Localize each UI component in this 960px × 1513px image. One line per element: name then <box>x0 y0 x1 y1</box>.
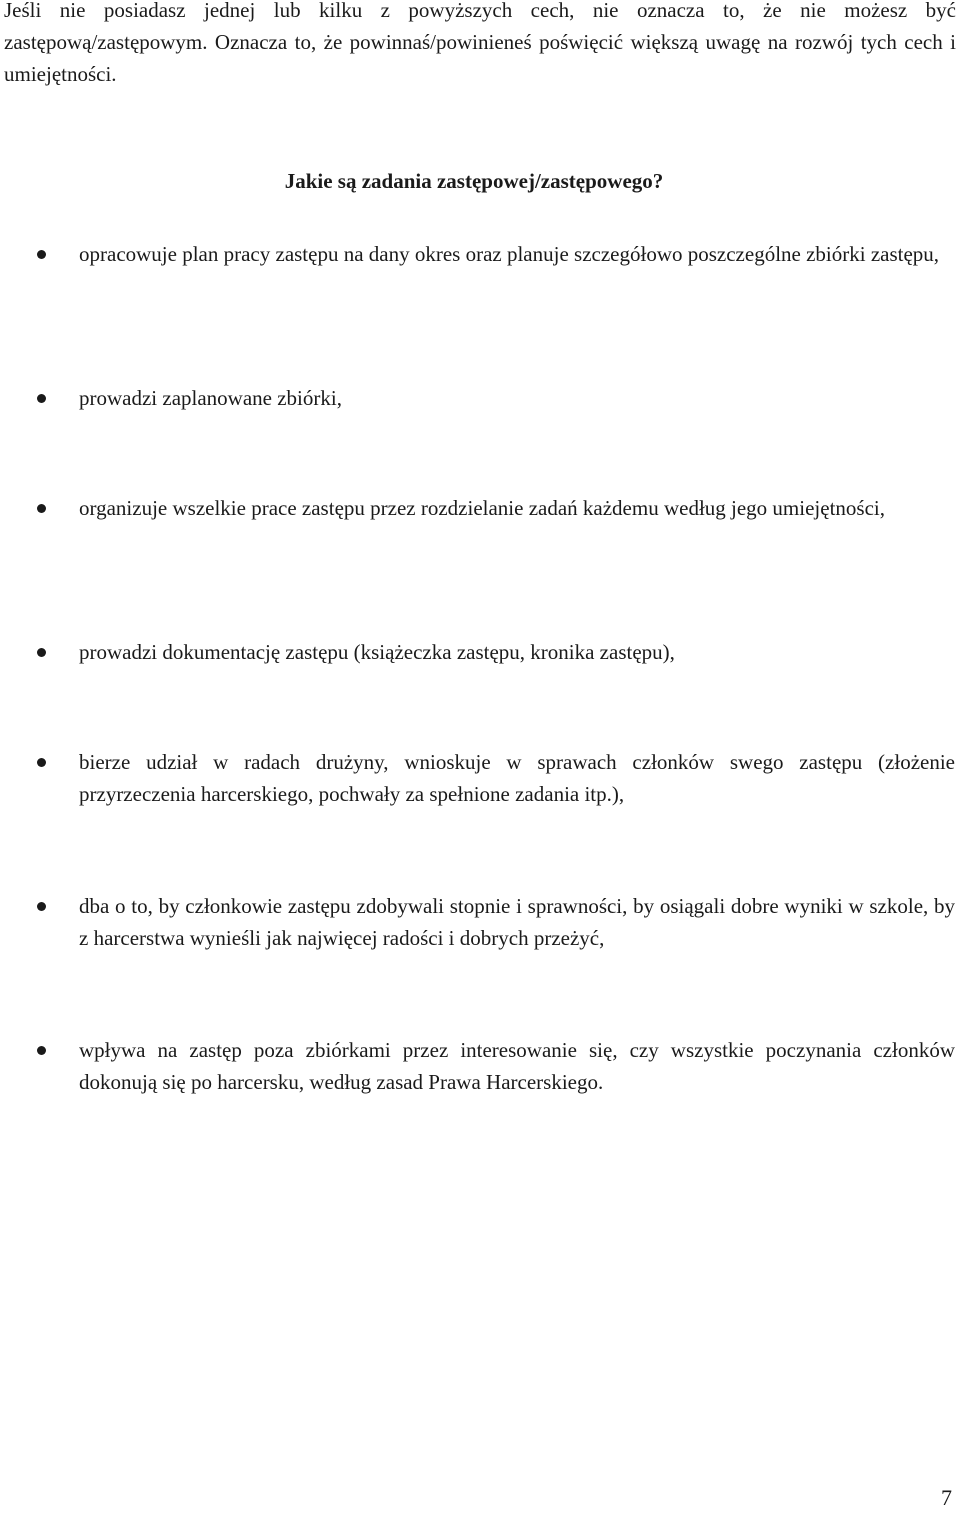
bullet-icon <box>37 504 46 513</box>
task-text: wpływa na zastęp poza zbiórkami przez interesowanie się, czy wszystkie poczynania członków dokonują się po harcersku, według zasad Prawa Harcerskiego. <box>79 1038 955 1094</box>
task-item <box>79 492 955 524</box>
task-item <box>79 636 955 668</box>
task-text: prowadzi zaplanowane zbiórki, <box>79 386 342 410</box>
task-text: dba o to, by członkowie zastępu zdobywali stopnie i sprawności, by osiągali dobre wyniki w szkole, by z harcerstwa wynieśli jak najwięcej radości i dobrych przeżyć, <box>79 894 955 950</box>
intro-paragraph: Jeśli nie posiadasz jednej lub kilku z powyższych cech, nie oznacza to, że nie możesz być zastępową/zastępowym. Oznacza to, że powinnaś/powinieneś poświęcić większą uwagę na rozwój tych cech i umiejętności. <box>4 0 956 86</box>
page-number: 7 <box>941 1485 952 1510</box>
bullet-icon <box>37 250 46 259</box>
bullet-icon <box>37 1046 46 1055</box>
task-text: opracowuje plan pracy zastępu na dany okres oraz planuje szczegółowo poszczególne zbiórki zastępu, <box>79 242 940 266</box>
task-item <box>79 1034 955 1098</box>
bullet-icon <box>37 902 46 911</box>
task-item <box>79 382 955 414</box>
bullet-icon <box>37 648 46 657</box>
task-text: bierze udział w radach drużyny, wnioskuje w sprawach członków swego zastępu (złożenie przyrzeczenia harcerskiego, pochwały za spełnione zadania itp.), <box>79 750 955 806</box>
bullet-icon <box>37 758 46 767</box>
bullet-icon <box>37 394 46 403</box>
task-text: organizuje wszelkie prace zastępu przez rozdzielanie zadań każdemu według jego umiejętności, <box>79 496 885 520</box>
section-heading: Jakie są zadania zastępowej/zastępowego? <box>284 169 664 193</box>
task-item <box>79 238 955 270</box>
task-item <box>79 890 955 954</box>
task-item <box>79 746 955 810</box>
task-text: prowadzi dokumentację zastępu (książeczka zastępu, kronika zastępu), <box>79 640 675 664</box>
